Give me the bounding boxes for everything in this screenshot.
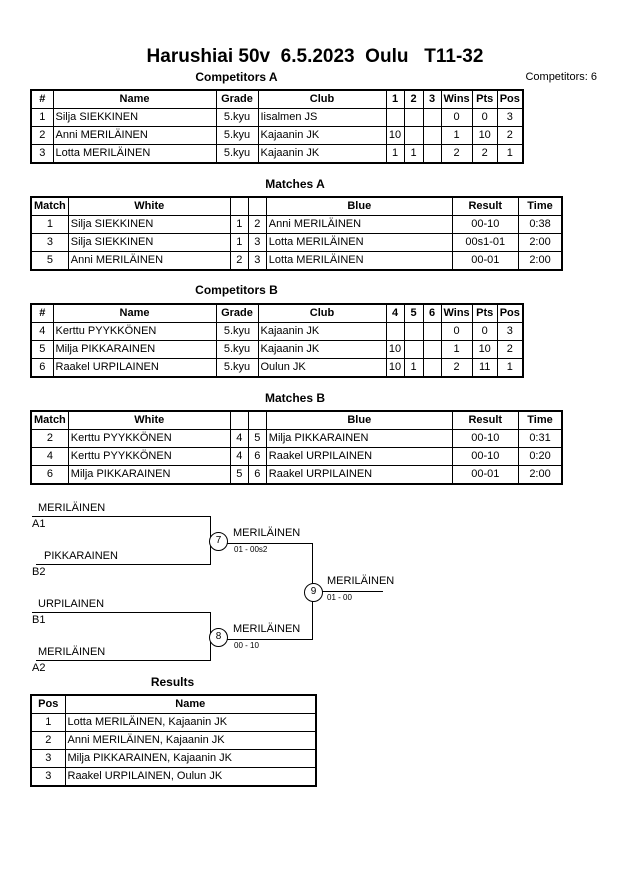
white-name-cell: Milja PIKKARAINEN — [68, 466, 230, 485]
score-label: 01 - 00 — [327, 593, 352, 602]
col-header-result: Result — [452, 197, 518, 216]
header-row — [31, 304, 523, 323]
white-no-cell: 4 — [230, 430, 248, 448]
table-row — [31, 341, 523, 359]
result-cell: 00-01 — [452, 252, 518, 271]
club-cell: Kajaanin JK — [258, 127, 386, 145]
match-no-cell: 5 — [31, 252, 68, 271]
col-header-wins: Wins — [441, 90, 472, 109]
blue-no-cell: 6 — [248, 466, 266, 485]
bracket-competitor-label: PIKKARAINEN — [44, 550, 118, 562]
table-row — [31, 714, 316, 732]
time-cell: 0:31 — [518, 430, 562, 448]
pos-cell: 3 — [497, 323, 523, 341]
col-header-opp5: 5 — [404, 304, 423, 323]
result-cell: 00-10 — [452, 430, 518, 448]
points-cell: 10 — [386, 341, 404, 359]
white-no-cell: 1 — [230, 234, 248, 252]
wins-cell: 1 — [441, 341, 472, 359]
col-header-white: White — [68, 197, 230, 216]
table-row — [31, 323, 523, 341]
grade-cell: 5.kyu — [216, 145, 258, 164]
white-name-cell: Kerttu PYYKKÖNEN — [68, 430, 230, 448]
pts-cell: 11 — [472, 359, 497, 378]
table-row — [31, 216, 562, 234]
blue-no-cell: 5 — [248, 430, 266, 448]
competitors-count: Competitors: 6 — [525, 71, 597, 83]
bracket-line — [32, 612, 210, 613]
pos-cell: 3 — [31, 750, 65, 768]
name-cell: Milja PIKKARAINEN, Kajaanin JK — [65, 750, 316, 768]
bracket-seed-label: B2 — [32, 566, 46, 578]
bracket-competitor-label: MERILÄINEN — [38, 502, 106, 514]
table-row — [31, 359, 523, 378]
col-header-wins: Wins — [441, 304, 472, 323]
points-cell — [423, 323, 441, 341]
header-row — [31, 695, 316, 714]
col-header-name: Name — [53, 90, 216, 109]
name-cell: Lotta MERILÄINEN, Kajaanin JK — [65, 714, 316, 732]
col-header-time: Time — [518, 411, 562, 430]
bracket-seed-label: A2 — [32, 662, 46, 674]
points-cell — [386, 109, 404, 127]
pts-cell: 10 — [472, 127, 497, 145]
col-header-time: Time — [518, 197, 562, 216]
table-row — [31, 109, 523, 127]
score-label: 01 - 00s2 — [234, 545, 268, 554]
grade-cell: 5.kyu — [216, 341, 258, 359]
match-no-cell: 2 — [31, 430, 68, 448]
club-cell: Iisalmen JS — [258, 109, 386, 127]
match-no-cell: 4 — [31, 448, 68, 466]
points-cell: 10 — [386, 359, 404, 378]
col-header-blue: Blue — [266, 411, 452, 430]
pts-cell: 0 — [472, 109, 497, 127]
competitors-a-title: Competitors A — [195, 70, 278, 84]
white-no-cell: 4 — [230, 448, 248, 466]
grade-cell: 5.kyu — [216, 323, 258, 341]
table-row — [31, 430, 562, 448]
points-cell — [386, 323, 404, 341]
pos-cell: 3 — [497, 109, 523, 127]
points-cell: 1 — [386, 145, 404, 164]
bracket-competitor-label: URPILAINEN — [38, 598, 105, 610]
winner-label: MERILÄINEN — [233, 623, 301, 635]
bracket-line — [32, 516, 210, 517]
pos-cell: 2 — [497, 127, 523, 145]
wins-cell: 2 — [441, 145, 472, 164]
col-header-opp6: 6 — [423, 304, 441, 323]
col-header-white: White — [68, 411, 230, 430]
table-row — [31, 145, 523, 164]
points-cell — [404, 341, 423, 359]
wins-cell: 0 — [441, 323, 472, 341]
result-cell: 00-10 — [452, 448, 518, 466]
col-header-club: Club — [258, 90, 386, 109]
col-header-match: Match — [31, 197, 68, 216]
pos-cell: 3 — [31, 768, 65, 787]
points-cell — [404, 323, 423, 341]
table-row — [31, 768, 316, 787]
matches-b-table — [30, 410, 563, 485]
pos-cell: 1 — [497, 359, 523, 378]
blue-name-cell: Anni MERILÄINEN — [266, 216, 452, 234]
pos-cell: 2 — [497, 341, 523, 359]
number-cell: 4 — [31, 323, 53, 341]
name-cell: Raakel URPILAINEN — [53, 359, 216, 378]
score-label: 00 - 10 — [234, 641, 259, 650]
col-header-opp3: 3 — [423, 90, 441, 109]
table-row — [31, 252, 562, 271]
white-no-cell: 5 — [230, 466, 248, 485]
winner-label: MERILÄINEN — [327, 575, 395, 587]
points-cell — [423, 359, 441, 378]
number-cell: 5 — [31, 341, 53, 359]
grade-cell: 5.kyu — [216, 127, 258, 145]
points-cell: 1 — [404, 145, 423, 164]
time-cell: 0:38 — [518, 216, 562, 234]
number-cell: 2 — [31, 127, 53, 145]
grade-cell: 5.kyu — [216, 109, 258, 127]
time-cell: 2:00 — [518, 234, 562, 252]
blue-no-cell: 6 — [248, 448, 266, 466]
results-table — [30, 694, 317, 787]
name-cell: Kerttu PYYKKÖNEN — [53, 323, 216, 341]
blue-no-cell: 2 — [248, 216, 266, 234]
blue-name-cell: Milja PIKKARAINEN — [266, 430, 452, 448]
points-cell — [423, 109, 441, 127]
col-header-pts: Pts — [472, 304, 497, 323]
bracket-line — [226, 543, 312, 544]
matches-a-table — [30, 196, 563, 271]
number-cell: 1 — [31, 109, 53, 127]
header-row — [31, 197, 562, 216]
match-number-node: 8 — [209, 628, 228, 647]
col-header-opp1: 1 — [386, 90, 404, 109]
match-no-cell: 3 — [31, 234, 68, 252]
col-header-blank — [248, 197, 266, 216]
bracket-line — [36, 660, 210, 661]
bracket-seed-label: B1 — [32, 614, 46, 626]
table-row — [31, 234, 562, 252]
name-cell: Raakel URPILAINEN, Oulun JK — [65, 768, 316, 787]
results-title: Results — [150, 675, 195, 689]
name-cell: Anni MERILÄINEN — [53, 127, 216, 145]
points-cell — [404, 127, 423, 145]
matches-b-title: Matches B — [264, 391, 326, 405]
white-name-cell: Kerttu PYYKKÖNEN — [68, 448, 230, 466]
competitors-b-table — [30, 303, 524, 378]
pts-cell: 2 — [472, 145, 497, 164]
club-cell: Kajaanin JK — [258, 145, 386, 164]
pos-cell: 1 — [31, 714, 65, 732]
table-row — [31, 127, 523, 145]
col-header-pos: Pos — [497, 304, 523, 323]
col-header-grade: Grade — [216, 90, 258, 109]
points-cell: 1 — [404, 359, 423, 378]
result-cell: 00-10 — [452, 216, 518, 234]
bracket-seed-label: A1 — [32, 518, 46, 530]
bracket-line — [36, 564, 210, 565]
competitors-a-table — [30, 89, 524, 164]
pts-cell: 10 — [472, 341, 497, 359]
col-header-number: # — [31, 304, 53, 323]
col-header-blank — [230, 411, 248, 430]
table-row — [31, 448, 562, 466]
blue-name-cell: Raakel URPILAINEN — [266, 466, 452, 485]
blue-no-cell: 3 — [248, 252, 266, 271]
white-name-cell: Silja SIEKKINEN — [68, 234, 230, 252]
points-cell — [423, 145, 441, 164]
time-cell: 0:20 — [518, 448, 562, 466]
table-row — [31, 750, 316, 768]
number-cell: 3 — [31, 145, 53, 164]
pts-cell: 0 — [472, 323, 497, 341]
points-cell — [423, 127, 441, 145]
table-row — [31, 466, 562, 485]
match-no-cell: 6 — [31, 466, 68, 485]
white-no-cell: 1 — [230, 216, 248, 234]
winner-label: MERILÄINEN — [233, 527, 301, 539]
header-row — [31, 90, 523, 109]
white-name-cell: Anni MERILÄINEN — [68, 252, 230, 271]
blue-name-cell: Lotta MERILÄINEN — [266, 252, 452, 271]
col-header-result: Result — [452, 411, 518, 430]
blue-name-cell: Raakel URPILAINEN — [266, 448, 452, 466]
name-cell: Silja SIEKKINEN — [53, 109, 216, 127]
bracket-competitor-label: MERILÄINEN — [38, 646, 106, 658]
bracket-line — [226, 639, 312, 640]
white-no-cell: 2 — [230, 252, 248, 271]
club-cell: Oulun JK — [258, 359, 386, 378]
col-header-name: Name — [65, 695, 316, 714]
blue-no-cell: 3 — [248, 234, 266, 252]
match-number-node: 7 — [209, 532, 228, 551]
wins-cell: 2 — [441, 359, 472, 378]
col-header-grade: Grade — [216, 304, 258, 323]
page-title: Harushiai 50v 6.5.2023 Oulu T11-32 — [146, 46, 484, 67]
pos-cell: 2 — [31, 732, 65, 750]
grade-cell: 5.kyu — [216, 359, 258, 378]
blue-name-cell: Lotta MERILÄINEN — [266, 234, 452, 252]
match-no-cell: 1 — [31, 216, 68, 234]
points-cell — [404, 109, 423, 127]
name-cell: Lotta MERILÄINEN — [53, 145, 216, 164]
time-cell: 2:00 — [518, 252, 562, 271]
header-row — [31, 411, 562, 430]
col-header-club: Club — [258, 304, 386, 323]
match-number-node: 9 — [304, 583, 323, 602]
name-cell: Milja PIKKARAINEN — [53, 341, 216, 359]
result-cell: 00-01 — [452, 466, 518, 485]
number-cell: 6 — [31, 359, 53, 378]
competitors-b-title: Competitors B — [195, 283, 278, 297]
points-cell: 10 — [386, 127, 404, 145]
col-header-blue: Blue — [266, 197, 452, 216]
col-header-blank — [248, 411, 266, 430]
col-header-pos: Pos — [31, 695, 65, 714]
time-cell: 2:00 — [518, 466, 562, 485]
result-cell: 00s1-01 — [452, 234, 518, 252]
col-header-opp4: 4 — [386, 304, 404, 323]
col-header-pos: Pos — [497, 90, 523, 109]
club-cell: Kajaanin JK — [258, 323, 386, 341]
col-header-pts: Pts — [472, 90, 497, 109]
bracket-line — [320, 591, 383, 592]
club-cell: Kajaanin JK — [258, 341, 386, 359]
table-row — [31, 732, 316, 750]
col-header-number: # — [31, 90, 53, 109]
col-header-match: Match — [31, 411, 68, 430]
col-header-opp2: 2 — [404, 90, 423, 109]
name-cell: Anni MERILÄINEN, Kajaanin JK — [65, 732, 316, 750]
col-header-blank — [230, 197, 248, 216]
matches-a-title: Matches A — [265, 177, 325, 191]
points-cell — [423, 341, 441, 359]
pos-cell: 1 — [497, 145, 523, 164]
wins-cell: 0 — [441, 109, 472, 127]
white-name-cell: Silja SIEKKINEN — [68, 216, 230, 234]
col-header-name: Name — [53, 304, 216, 323]
wins-cell: 1 — [441, 127, 472, 145]
